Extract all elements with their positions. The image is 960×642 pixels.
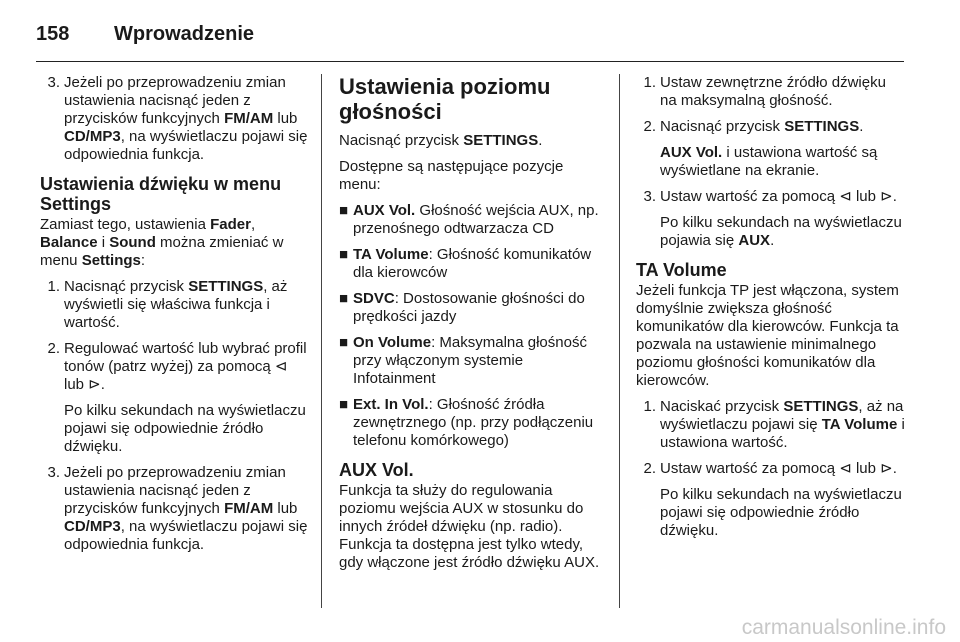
paragraph: Nacisnąć przycisk SETTINGS. xyxy=(339,132,543,149)
column-divider-1 xyxy=(321,74,322,608)
list-item: ■ On Volume: Maksymalna głośność przy włączonym systemie Infotainment xyxy=(339,334,587,387)
list-item: 3. Ustaw wartość za pomocą ⊲ lub ⊳. Po kilku sekundach na wyświetlaczu pojawia się AUX. xyxy=(643,188,902,249)
list-item: 3. Jeżeli po przeprowadzeniu zmian ustawienia nacisnąć jeden z przycisków funkcyjnych FM/AM lub CD/MP3, na wyświetlaczu pojawi się odpowiednia funkcja. xyxy=(47,464,308,553)
paragraph: Jeżeli funkcja TP jest włączona, system domyślnie zwiększa głośność komunikatów dla kierowców. Funkcja ta pozwala na ustawienie minimalnego poziomu głośności komunikatów dla kierowców. xyxy=(636,282,899,389)
list-item: 3. Jeżeli po przeprowadzeniu zmian ustawienia nacisnąć jeden z przycisków funkcyjnych FM/AM lub CD/MP3, na wyświetlaczu pojawi się odpowiednia funkcja. xyxy=(47,74,308,163)
section-heading: AUX Vol. xyxy=(339,460,414,480)
page-title: Wprowadzenie xyxy=(114,22,255,45)
page-header xyxy=(36,14,926,54)
column-divider-2 xyxy=(619,74,620,608)
column-2 xyxy=(339,74,607,580)
paragraph: Dostępne są następujące pozycje menu: xyxy=(339,158,564,193)
list-item: ■ SDVC: Dostosowanie głośności do prędkości jazdy xyxy=(339,290,585,325)
list-item: 1. Ustaw zewnętrzne źródło dźwięku na maksymalną głośność. xyxy=(643,74,886,109)
section-heading: Ustawienia dźwięku w menu Settings xyxy=(40,174,282,214)
list-item: 2. Ustaw wartość za pomocą ⊲ lub ⊳. Po kilku sekundach na wyświetlaczu pojawi się odpowiednie źródło dźwięku. xyxy=(643,460,902,539)
list-item: 2. Nacisnąć przycisk SETTINGS. AUX Vol. i ustawiona wartość są wyświetlane na ekranie. xyxy=(643,118,878,179)
paragraph: Zamiast tego, ustawienia Fader, Balance i Sound można zmieniać w menu Settings: xyxy=(40,216,284,269)
section-heading: Ustawienia poziomu głośności xyxy=(339,74,551,124)
column-1 xyxy=(40,74,310,562)
list-item: ■ Ext. In Vol.: Głośność źródła zewnętrznego (np. przy podłączeniu telefonu komórkowego) xyxy=(339,396,594,449)
list-item: 1. Nacisnąć przycisk SETTINGS, aż wyświetli się właściwa funkcja i wartość. xyxy=(47,278,288,331)
list-item: 2. Regulować wartość lub wybrać profil tonów (patrz wyżej) za pomocą ⊲ lub ⊳. Po kilku sekundach na wyświetlaczu pojawi się odpowiednie źródło dźwięku. xyxy=(47,340,307,455)
page-number: 158 xyxy=(36,22,70,45)
list-item: ■ TA Volume: Głośność komunikatów dla kierowców xyxy=(339,246,592,281)
column-3 xyxy=(636,74,906,548)
section-heading: TA Volume xyxy=(636,260,727,280)
list-item: ■ AUX Vol. Głośność wejścia AUX, np. przenośnego odtwarzacza CD xyxy=(339,202,599,237)
paragraph: Funkcja ta służy do regulowania poziomu wejścia AUX w stosunku do innych źródeł dźwięku (np. radio). Funkcja ta dostępna jest tylko wtedy, gdy włączone jest źródło dźwięku AUX. xyxy=(339,482,600,571)
list-item: 1. Naciskać przycisk SETTINGS, aż na wyświetlaczu pojawi się TA Volume i ustawiona wartość. xyxy=(643,398,905,451)
watermark: carmanualsonline.info xyxy=(741,616,946,639)
header-rule xyxy=(36,61,904,62)
